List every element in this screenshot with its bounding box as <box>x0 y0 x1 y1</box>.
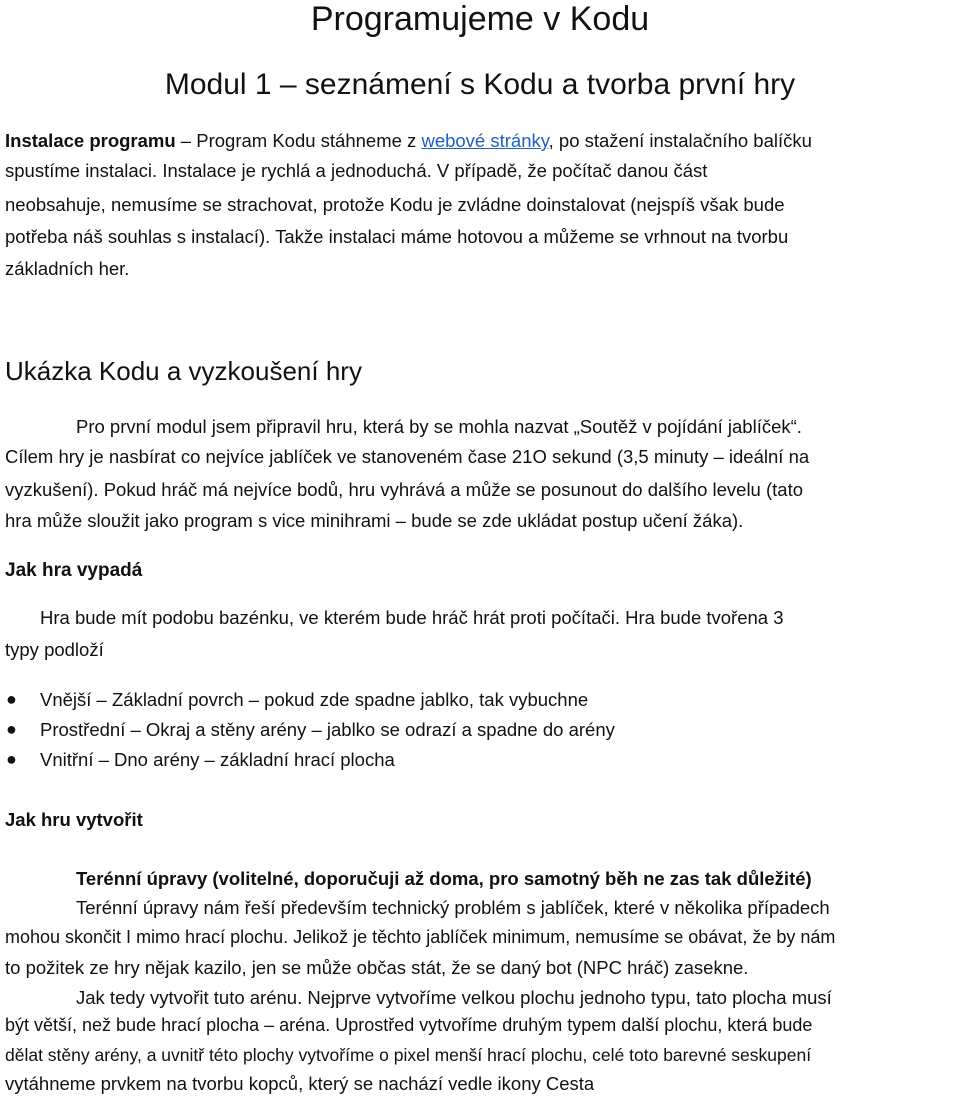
bullet-dot-icon: ● <box>6 689 17 709</box>
install-line-3: neobsahuje, nemusíme se strachovat, protože Kodu je zvládne doinstalovat (nejspíš však bude <box>5 194 785 215</box>
download-link[interactable]: webové stránky <box>421 130 549 151</box>
document-title: Programujeme v Kodu <box>310 0 650 38</box>
terrain-p2-line-3: dělat stěny arény, a uvnitř této plochy vytvoříme o pixel menší hrací plochu, celé toto barevné seskupení <box>5 1045 812 1065</box>
install-line-5: základních her. <box>5 258 130 279</box>
bullet-item-middle: Prostřední – Okraj a stěny arény – jablko se odrazí a spadne do arény <box>40 719 615 740</box>
install-label: Instalace programu <box>5 130 176 151</box>
look-heading: Jak hra vypadá <box>5 560 143 581</box>
install-line-2: spustíme instalaci. Instalace je rychlá a jednoduchá. V případě, že počítač danou část <box>5 160 708 181</box>
document-subtitle: Modul 1 – seznámení s Kodu a tvorba první hry <box>164 68 796 101</box>
install-line1-post: , po stažení instalačního balíčku <box>548 130 812 151</box>
install-line1-pre: – Program Kodu stáhneme z <box>175 130 422 151</box>
bullet-item-inner: Vnitřní – Dno arény – základní hrací plocha <box>40 749 395 770</box>
bullet-item-outer: Vnější – Základní povrch – pokud zde spadne jablko, tak vybuchne <box>40 689 589 710</box>
bullet-dot-icon: ● <box>6 719 17 739</box>
install-paragraph-line-1 <box>5 130 812 152</box>
terrain-p1-line-3: to požitek ze hry nějak kazilo, jen se může občas stát, že se daný bot (NPC hráč) zasekne. <box>5 957 749 978</box>
install-line-4: potřeba náš souhlas s instalací). Takže instalaci máme hotovou a můžeme se vrhnout na tvorbu <box>5 226 789 247</box>
demo-line-4: hra může sloužit jako program s vice minihrami – bude se zde ukládat postup učení žáka). <box>5 510 744 531</box>
demo-line-3: vyzkušení). Pokud hráč má nejvíce bodů, hru vyhrává a může se posunout do dalšího levelu (tato <box>5 479 804 500</box>
terrain-p1-line-1: Terénní úpravy nám řeší především technický problém s jablíček, které v několika případech <box>76 897 830 918</box>
demo-line-1: Pro první modul jsem připravil hru, která by se mohla nazvat „Soutěž v pojídání jablíček“. <box>76 416 802 437</box>
demo-heading: Ukázka Kodu a vyzkoušení hry <box>5 356 362 386</box>
terrain-p2-line-4: vytáhneme prvkem na tvorbu kopců, který se nachází vedle ikony Cesta <box>5 1073 595 1094</box>
look-line-1: Hra bude mít podobu bazénku, ve kterém bude hráč hrát proti počítači. Hra bude tvořena 3 <box>40 607 784 628</box>
terrain-p1-line-2: mohou skončit I mimo hrací plochu. Jelikož je těchto jablíček minimum, nemusíme se obávat, že by nám <box>5 927 836 947</box>
bullet-dot-icon: ● <box>6 749 17 769</box>
look-line-2: typy podloží <box>5 639 104 660</box>
terrain-p2-line-1: Jak tedy vytvořit tuto arénu. Nejprve vytvoříme velkou plochu jednoho typu, tato plocha musí <box>76 987 832 1008</box>
demo-line-2: Cílem hry je nasbírat co nejvíce jablíček ve stanoveném čase 21O sekund (3,5 minuty – ideální na <box>5 446 810 467</box>
terrain-p2-line-2: být větší, než bude hrací plocha – aréna. Uprostřed vytvoříme druhým typem další plochu, která bude <box>5 1015 813 1035</box>
create-heading: Jak hru vytvořit <box>5 809 143 830</box>
terrain-subheading: Terénní úpravy (volitelné, doporučuji až doma, pro samotný běh ne zas tak důležité) <box>76 868 812 889</box>
